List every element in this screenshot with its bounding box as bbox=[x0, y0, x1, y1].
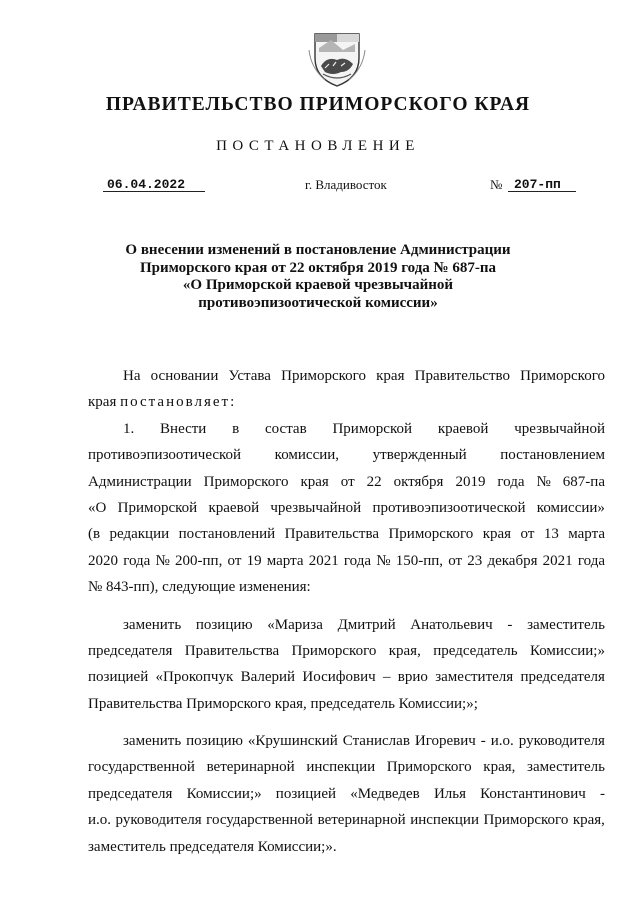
body-word: края bbox=[482, 526, 512, 543]
body-line: заместитель председателя Комиссии;». bbox=[88, 838, 337, 855]
body-word: противоэпизоотической bbox=[88, 447, 242, 464]
body-word: позицией bbox=[275, 785, 337, 802]
body-word: Константинович bbox=[480, 785, 586, 802]
body-word: Приморского bbox=[388, 526, 474, 543]
body-word: края, bbox=[572, 812, 605, 829]
body-line bbox=[88, 754, 605, 780]
body-word: чрезвычайной bbox=[514, 420, 605, 437]
body-text: края bbox=[88, 394, 121, 411]
body-word: инспекции bbox=[306, 759, 376, 776]
body-line bbox=[88, 416, 605, 442]
body-word: Правительства bbox=[184, 642, 280, 659]
body-word: № bbox=[155, 552, 170, 569]
body-word: Правительства bbox=[284, 526, 380, 543]
body-word: края, bbox=[483, 759, 516, 776]
body-word: Игоревич bbox=[414, 733, 476, 750]
body-word: председателя bbox=[88, 642, 173, 659]
body-word: 13 bbox=[543, 526, 559, 543]
subject-line: «О Приморской краевой чрезвычайной bbox=[182, 277, 454, 293]
body-word: позицию bbox=[186, 733, 243, 750]
body-word: государственной bbox=[88, 759, 195, 776]
body-word: редакции bbox=[109, 526, 170, 543]
body-word: Приморского bbox=[203, 473, 289, 490]
body-word: в bbox=[232, 420, 240, 437]
body-word: Дмитрий bbox=[337, 616, 396, 633]
body-word: председатель bbox=[433, 642, 518, 659]
body-word: края bbox=[300, 473, 329, 490]
body-word: председателя bbox=[520, 669, 605, 686]
body-text: постановляет: bbox=[120, 394, 237, 411]
document-city: г. Владивосток bbox=[305, 177, 387, 192]
body-word: постановлений bbox=[178, 526, 276, 543]
body-word: заменить bbox=[123, 733, 182, 750]
document-meta bbox=[0, 174, 636, 198]
body-word: Комиссии;» bbox=[529, 642, 605, 659]
body-word: Приморской bbox=[332, 420, 413, 437]
body-line bbox=[88, 638, 605, 664]
body-word: инспекции bbox=[410, 812, 479, 829]
body-word: (в bbox=[88, 526, 101, 543]
body-word: 1. bbox=[123, 420, 135, 437]
body-word: марта bbox=[266, 552, 304, 569]
body-word: – bbox=[382, 669, 391, 686]
body-word: - bbox=[599, 785, 605, 802]
body-word: состав bbox=[265, 420, 307, 437]
body-word: от bbox=[227, 552, 242, 569]
body-word: «О bbox=[88, 499, 107, 516]
body-word: 687-па bbox=[562, 473, 605, 490]
body-word: руководителя bbox=[518, 733, 605, 750]
subject-line: О внесении изменений в постановление Администрации bbox=[125, 242, 511, 258]
body-word: декабря bbox=[487, 552, 538, 569]
body-word: постановлением bbox=[500, 447, 605, 464]
body-word: Администрации bbox=[88, 473, 192, 490]
body-word: «Прокопчук bbox=[155, 669, 234, 686]
document-body bbox=[88, 363, 605, 860]
body-word: и.о. bbox=[88, 812, 112, 829]
body-word: заместитель bbox=[527, 759, 605, 776]
document-number: 207-пп bbox=[508, 178, 576, 192]
body-word: Правительство bbox=[414, 368, 510, 384]
body-word: края, bbox=[388, 642, 421, 659]
body-word: 2020 bbox=[88, 552, 118, 569]
body-word: Валерий bbox=[240, 669, 296, 686]
body-word: ветеринарной bbox=[206, 759, 295, 776]
body-line bbox=[88, 363, 605, 389]
body-word: края bbox=[376, 368, 405, 384]
body-word: Приморской bbox=[117, 499, 198, 516]
body-word: № bbox=[536, 473, 551, 490]
body-word: Илья bbox=[433, 785, 466, 802]
body-line bbox=[88, 521, 605, 547]
body-word: краевой bbox=[437, 420, 489, 437]
body-line bbox=[88, 469, 605, 495]
body-word: 150-пп, bbox=[395, 552, 444, 569]
subject-line: противоэпизоотической комиссии» bbox=[198, 294, 438, 311]
body-word: государственной bbox=[206, 812, 314, 829]
body-word: 2021 bbox=[308, 552, 339, 569]
body-word: На bbox=[123, 368, 141, 384]
body-word: «Крушинский bbox=[247, 733, 338, 750]
body-line bbox=[88, 548, 605, 574]
number-label: № bbox=[490, 177, 503, 192]
body-line bbox=[88, 728, 605, 754]
body-word: краевой bbox=[208, 499, 260, 516]
body-line bbox=[88, 664, 605, 690]
body-word: ветеринарной bbox=[317, 812, 406, 829]
body-word: утвержденный bbox=[372, 447, 467, 464]
body-word: председателя bbox=[88, 785, 173, 802]
body-line bbox=[88, 612, 605, 638]
body-word: Комиссии;» bbox=[186, 785, 262, 802]
body-word: Приморского bbox=[291, 642, 377, 659]
body-word: заместителя bbox=[435, 669, 514, 686]
body-word: основании bbox=[150, 368, 219, 384]
body-word: - bbox=[480, 733, 486, 750]
body-word: Станислав bbox=[342, 733, 410, 750]
body-word: Приморского bbox=[483, 812, 569, 829]
body-word: 2019 bbox=[455, 473, 486, 490]
body-word: года bbox=[577, 552, 605, 569]
body-word: руководителя bbox=[115, 812, 202, 829]
coat-of-arms-emblem bbox=[301, 28, 373, 90]
body-word: от bbox=[340, 473, 355, 490]
government-title: ПРАВИТЕЛЬСТВО ПРИМОРСКОГО КРАЯ bbox=[105, 94, 531, 115]
body-word: марта bbox=[568, 526, 605, 543]
document-subject bbox=[0, 242, 636, 312]
body-word: 200-пп, bbox=[175, 552, 223, 569]
body-line bbox=[88, 442, 605, 468]
body-line bbox=[88, 389, 605, 415]
body-word: от bbox=[520, 526, 535, 543]
body-word: 22 bbox=[366, 473, 382, 490]
body-word: Приморского bbox=[281, 368, 366, 384]
body-word: «Мариза bbox=[267, 616, 323, 633]
document-type: ПОСТАНОВЛЕНИЕ bbox=[216, 138, 420, 154]
body-line bbox=[88, 495, 605, 521]
body-word: Иосифович bbox=[302, 669, 376, 686]
body-word: и.о. bbox=[490, 733, 514, 750]
body-word: комиссии» bbox=[536, 499, 605, 516]
body-word: Внести bbox=[160, 420, 207, 437]
body-word: 23 bbox=[467, 552, 483, 569]
body-word: 2021 bbox=[542, 552, 573, 569]
body-word: заместитель bbox=[527, 616, 605, 633]
body-word: «Медведев bbox=[350, 785, 420, 802]
subject-line: Приморского края от 22 октября 2019 года № 687-па bbox=[139, 259, 496, 276]
body-line bbox=[88, 807, 605, 833]
document-date: 06.04.2022 bbox=[103, 178, 205, 192]
body-word: комиссии, bbox=[274, 447, 340, 464]
body-word: позицию bbox=[195, 616, 253, 633]
body-word: Устава bbox=[228, 368, 271, 384]
body-word: от bbox=[448, 552, 463, 569]
body-word: октября bbox=[393, 473, 444, 490]
body-line bbox=[88, 781, 605, 807]
body-word: позицией bbox=[88, 669, 149, 686]
body-word: года bbox=[123, 552, 151, 569]
body-word: года bbox=[497, 473, 525, 490]
body-line: Правительства Приморского края, председатель Комиссии;»; bbox=[88, 695, 478, 712]
body-word: - bbox=[507, 616, 513, 633]
body-word: противоэпизоотической bbox=[372, 499, 526, 516]
body-word: Приморского bbox=[386, 759, 472, 776]
body-word: заменить bbox=[123, 616, 182, 633]
body-word: 19 bbox=[246, 552, 262, 569]
body-word: Анатольевич bbox=[410, 616, 493, 633]
body-word: Приморского bbox=[520, 368, 605, 384]
body-line: № 843-пп), следующие изменения: bbox=[88, 579, 311, 596]
body-word: врио bbox=[397, 669, 428, 686]
body-word: года bbox=[343, 552, 372, 569]
body-word: № bbox=[376, 552, 391, 569]
body-word: чрезвычайной bbox=[270, 499, 362, 516]
